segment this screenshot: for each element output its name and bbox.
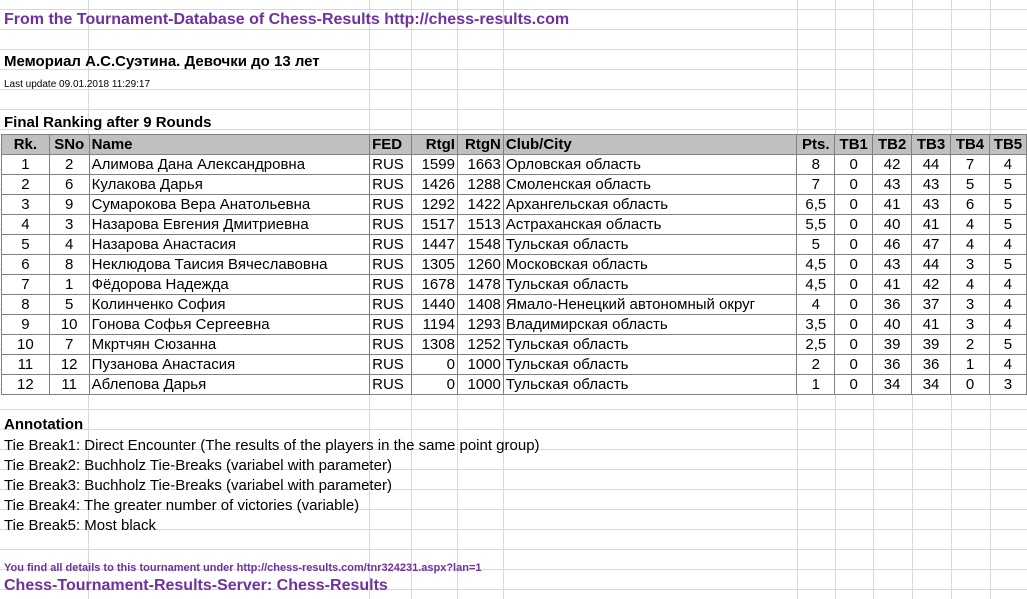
cell-fed: RUS: [370, 255, 412, 275]
cell-tb3: 43: [912, 195, 951, 215]
cell-fed: RUS: [370, 375, 412, 395]
cell-rk: 9: [2, 315, 50, 335]
cell-tb3: 37: [912, 295, 951, 315]
header-tb3: TB3: [912, 135, 951, 155]
cell-pts: 4,5: [797, 255, 835, 275]
cell-tb4: 1: [951, 355, 990, 375]
cell-pts: 4: [797, 295, 835, 315]
cell-pts: 2: [797, 355, 835, 375]
cell-tb2: 39: [873, 335, 912, 355]
cell-tb1: 0: [835, 335, 873, 355]
table-row: [2, 335, 1027, 355]
cell-club: Тульская область: [503, 355, 796, 375]
cell-tb3: 39: [912, 335, 951, 355]
cell-rtgi: 1517: [412, 215, 458, 235]
cell-tb4: 3: [951, 255, 990, 275]
cell-rk: 6: [2, 255, 50, 275]
cell-tb3: 34: [912, 375, 951, 395]
footer-link-line[interactable]: Chess-Tournament-Results-Server: Chess-Results: [4, 577, 388, 594]
cell-name: Кулакова Дарья: [89, 175, 369, 195]
cell-sno: 3: [49, 215, 89, 235]
cell-rtgi: 0: [412, 375, 458, 395]
cell-tb5: 4: [989, 355, 1026, 375]
cell-tb2: 36: [873, 295, 912, 315]
cell-tb5: 4: [989, 235, 1026, 255]
annotation-line: Tie Break2: Buchholz Tie-Breaks (variabel with parameter): [4, 457, 392, 474]
cell-tb4: 3: [951, 295, 990, 315]
cell-tb1: 0: [835, 155, 873, 175]
cell-fed: RUS: [370, 295, 412, 315]
cell-sno: 7: [49, 335, 89, 355]
cell-rk: 10: [2, 335, 50, 355]
cell-fed: RUS: [370, 235, 412, 255]
cell-tb5: 5: [989, 175, 1026, 195]
cell-pts: 1: [797, 375, 835, 395]
cell-tb3: 47: [912, 235, 951, 255]
cell-sno: 4: [49, 235, 89, 255]
cell-fed: RUS: [370, 355, 412, 375]
table-row: [2, 355, 1027, 375]
cell-tb5: 5: [989, 215, 1026, 235]
cell-rtgn: 1548: [457, 235, 503, 255]
cell-tb1: 0: [835, 315, 873, 335]
cell-rtgn: 1252: [457, 335, 503, 355]
cell-sno: 12: [49, 355, 89, 375]
annotation-line: Tie Break5: Most black: [4, 517, 156, 534]
header-rk: Rk.: [2, 135, 50, 155]
header-tb4: TB4: [951, 135, 990, 155]
cell-tb2: 41: [873, 195, 912, 215]
cell-pts: 5,5: [797, 215, 835, 235]
table-row: [2, 175, 1027, 195]
header-rtgi: RtgI: [412, 135, 458, 155]
cell-tb2: 43: [873, 175, 912, 195]
cell-pts: 5: [797, 235, 835, 255]
cell-rtgn: 1000: [457, 355, 503, 375]
cell-name: Мкртчян Сюзанна: [89, 335, 369, 355]
cell-rk: 2: [2, 175, 50, 195]
cell-tb4: 3: [951, 315, 990, 335]
ranking-table: [1, 134, 1027, 395]
cell-name: Алимова Дана Александровна: [89, 155, 369, 175]
cell-pts: 2,5: [797, 335, 835, 355]
cell-rk: 7: [2, 275, 50, 295]
source-line[interactable]: From the Tournament-Database of Chess-Results http://chess-results.com: [4, 11, 570, 28]
header-rtgn: RtgN: [457, 135, 503, 155]
cell-rk: 8: [2, 295, 50, 315]
cell-rtgn: 1000: [457, 375, 503, 395]
cell-tb3: 44: [912, 255, 951, 275]
cell-tb3: 42: [912, 275, 951, 295]
cell-rtgi: 0: [412, 355, 458, 375]
cell-tb1: 0: [835, 235, 873, 255]
table-row: [2, 375, 1027, 395]
cell-tb1: 0: [835, 275, 873, 295]
cell-name: Фёдорова Надежда: [89, 275, 369, 295]
cell-club: Орловская область: [503, 155, 796, 175]
cell-tb5: 5: [989, 255, 1026, 275]
cell-tb3: 41: [912, 215, 951, 235]
table-row: [2, 315, 1027, 335]
cell-tb3: 43: [912, 175, 951, 195]
cell-tb1: 0: [835, 175, 873, 195]
last-update: Last update 09.01.2018 11:29:17: [4, 79, 151, 90]
cell-rtgi: 1292: [412, 195, 458, 215]
tournament-title: Мемориал А.С.Суэтина. Девочки до 13 лет: [4, 53, 320, 70]
cell-club: Тульская область: [503, 275, 796, 295]
cell-rtgn: 1513: [457, 215, 503, 235]
cell-tb1: 0: [835, 195, 873, 215]
details-link-line[interactable]: You find all details to this tournament under http://chess-results.com/tnr324231.aspx?lan=1: [4, 562, 482, 574]
cell-sno: 10: [49, 315, 89, 335]
cell-sno: 9: [49, 195, 89, 215]
cell-tb4: 6: [951, 195, 990, 215]
cell-club: Тульская область: [503, 235, 796, 255]
cell-tb4: 4: [951, 215, 990, 235]
cell-rtgn: 1422: [457, 195, 503, 215]
table-row: [2, 255, 1027, 275]
cell-club: Смоленская область: [503, 175, 796, 195]
header-tb5: TB5: [989, 135, 1026, 155]
header-name: Name: [89, 135, 369, 155]
table-row: [2, 295, 1027, 315]
cell-fed: RUS: [370, 335, 412, 355]
cell-tb3: 41: [912, 315, 951, 335]
cell-rtgi: 1194: [412, 315, 458, 335]
cell-rk: 4: [2, 215, 50, 235]
cell-pts: 4,5: [797, 275, 835, 295]
cell-rk: 5: [2, 235, 50, 255]
cell-tb5: 5: [989, 195, 1026, 215]
annotation-line: Tie Break1: Direct Encounter (The results of the players in the same point group): [4, 437, 540, 454]
ranking-title: Final Ranking after 9 Rounds: [4, 114, 212, 131]
cell-rk: 3: [2, 195, 50, 215]
cell-tb5: 4: [989, 155, 1026, 175]
header-fed: FED: [370, 135, 412, 155]
cell-tb4: 2: [951, 335, 990, 355]
header-sno: SNo: [49, 135, 89, 155]
cell-tb5: 4: [989, 315, 1026, 335]
cell-tb2: 36: [873, 355, 912, 375]
cell-tb4: 4: [951, 275, 990, 295]
annotation-heading: Annotation: [4, 416, 84, 433]
cell-name: Сумарокова Вера Анатольевна: [89, 195, 369, 215]
cell-fed: RUS: [370, 275, 412, 295]
cell-sno: 1: [49, 275, 89, 295]
cell-rtgi: 1440: [412, 295, 458, 315]
cell-tb1: 0: [835, 375, 873, 395]
cell-rk: 1: [2, 155, 50, 175]
cell-tb1: 0: [835, 215, 873, 235]
cell-pts: 3,5: [797, 315, 835, 335]
cell-club: Тульская область: [503, 375, 796, 395]
table-header-row: [2, 135, 1027, 155]
cell-rtgn: 1408: [457, 295, 503, 315]
cell-sno: 11: [49, 375, 89, 395]
cell-pts: 8: [797, 155, 835, 175]
header-tb1: TB1: [835, 135, 873, 155]
cell-tb2: 40: [873, 215, 912, 235]
cell-rtgn: 1663: [457, 155, 503, 175]
cell-tb4: 7: [951, 155, 990, 175]
header-pts: Pts.: [797, 135, 835, 155]
cell-club: Ямало-Ненецкий автономный округ: [503, 295, 796, 315]
annotation-line: Tie Break4: The greater number of victories (variable): [4, 497, 360, 514]
cell-rtgn: 1260: [457, 255, 503, 275]
cell-sno: 5: [49, 295, 89, 315]
cell-name: Аблепова Дарья: [89, 375, 369, 395]
cell-rtgi: 1305: [412, 255, 458, 275]
cell-tb5: 4: [989, 295, 1026, 315]
cell-tb5: 4: [989, 275, 1026, 295]
cell-club: Астраханская область: [503, 215, 796, 235]
cell-name: Пузанова Анастасия: [89, 355, 369, 375]
cell-rk: 11: [2, 355, 50, 375]
table-row: [2, 155, 1027, 175]
table-row: [2, 215, 1027, 235]
cell-sno: 6: [49, 175, 89, 195]
cell-tb1: 0: [835, 255, 873, 275]
cell-tb4: 0: [951, 375, 990, 395]
cell-name: Назарова Евгения Дмитриевна: [89, 215, 369, 235]
cell-tb1: 0: [835, 355, 873, 375]
annotation-line: Tie Break3: Buchholz Tie-Breaks (variabel with parameter): [4, 477, 392, 494]
cell-club: Владимирская область: [503, 315, 796, 335]
cell-pts: 7: [797, 175, 835, 195]
cell-tb4: 4: [951, 235, 990, 255]
cell-tb1: 0: [835, 295, 873, 315]
cell-fed: RUS: [370, 175, 412, 195]
cell-fed: RUS: [370, 195, 412, 215]
cell-tb5: 5: [989, 335, 1026, 355]
cell-tb2: 41: [873, 275, 912, 295]
cell-rtgn: 1288: [457, 175, 503, 195]
cell-tb3: 44: [912, 155, 951, 175]
header-club: Club/City: [503, 135, 796, 155]
table-row: [2, 235, 1027, 255]
cell-tb2: 34: [873, 375, 912, 395]
table-row: [2, 275, 1027, 295]
cell-fed: RUS: [370, 215, 412, 235]
header-tb2: TB2: [873, 135, 912, 155]
cell-rtgi: 1447: [412, 235, 458, 255]
table-row: [2, 195, 1027, 215]
cell-name: Колинченко София: [89, 295, 369, 315]
cell-tb3: 36: [912, 355, 951, 375]
cell-sno: 2: [49, 155, 89, 175]
cell-tb4: 5: [951, 175, 990, 195]
cell-fed: RUS: [370, 315, 412, 335]
cell-rtgi: 1308: [412, 335, 458, 355]
cell-name: Неклюдова Таисия Вячеславовна: [89, 255, 369, 275]
cell-rtgi: 1426: [412, 175, 458, 195]
cell-rtgi: 1599: [412, 155, 458, 175]
cell-name: Гонова Софья Сергеевна: [89, 315, 369, 335]
cell-club: Тульская область: [503, 335, 796, 355]
cell-club: Архангельская область: [503, 195, 796, 215]
cell-tb2: 40: [873, 315, 912, 335]
cell-fed: RUS: [370, 155, 412, 175]
cell-tb2: 46: [873, 235, 912, 255]
cell-rk: 12: [2, 375, 50, 395]
cell-tb2: 43: [873, 255, 912, 275]
cell-sno: 8: [49, 255, 89, 275]
cell-pts: 6,5: [797, 195, 835, 215]
cell-tb5: 3: [989, 375, 1026, 395]
cell-name: Назарова Анастасия: [89, 235, 369, 255]
cell-rtgn: 1478: [457, 275, 503, 295]
cell-rtgi: 1678: [412, 275, 458, 295]
cell-club: Московская область: [503, 255, 796, 275]
cell-rtgn: 1293: [457, 315, 503, 335]
cell-tb2: 42: [873, 155, 912, 175]
